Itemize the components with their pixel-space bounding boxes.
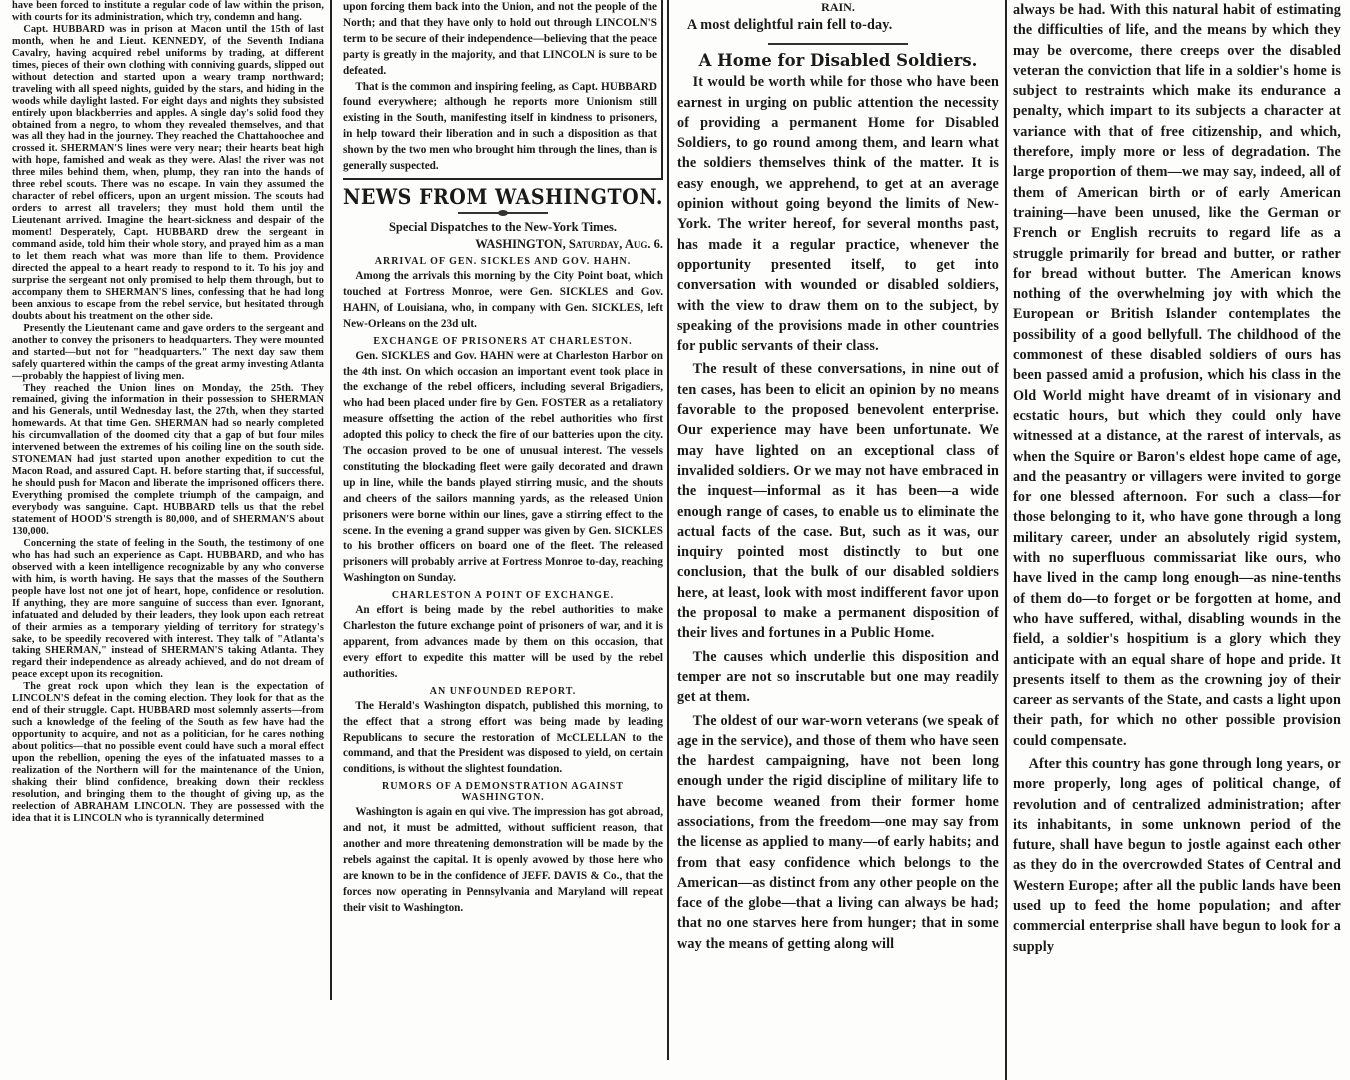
paragraph: always be had. With this natural habit of estimating the difficulties of life, and the means by which they may be overcome, there creeps over the disabled veteran the conviction that life in a soldier's home is subject to restraints which make its endurance a penalty, which impart to its subjects a character at variance with that of free citizenship, and which, therefore, imply more or less of degradation. The large proportion of them—we may say, indeed, all of them of American birth or of early American training—have been unused, like the German or French or English recruits to regard life as a struggle primarily for bread and butter, or rather for bread without butter. The American knows nothing of the overwhelming joy with which the European or British Islander contemplates the possibility of a good bellyfull. The childhood of the commonest of these disabled soldiers of ours has been passed amid a profusion, which his class in the Old World might have dreamt of in visionary and ecstatic hours, but which they could only have witnessed at a distance, at the rarest of intervals, as when the Squire or Baron's eldest hope came of age, and the peasantry or villagers were invited to gorge for one blessed afternoon. For such a class—for those belonging to it, who have gone through a long military career, under an absolutely rigid system, with no superfluous commissariat like ours, who have lived in the camp long enough—as nine-tenths of them do—to forget or be forgotten at home, and who have suffered, withal, disabling wounds in the field, a soldier's hospitium is a glory which they anticipate with an equal share of hope and pride. It presents itself to them as the crowning joy of their career as servants of the State, and casts a light upon their path, for which no other possible provision could compensate. [1013,2,1341,749]
paragraph: The Herald's Washington dispatch, published this morning, to the effect that a strong effort was being made by leading Republicans to secure the restoration of McCLELLAN to the command, and that the President was disposed to yield, on certain conditions, is without the slightest foundation. [343,699,663,776]
paragraph: A most delightful rain fell to-day. [687,17,893,33]
paragraph: Washington is again en qui vive. The impression has got abroad, and not, it must be admitted, without sufficient reason, that another and more threatening demonstration will be made by the rebels against the capital. It is openly avowed by those here who are known to be in the confidence of JEFF. DAVIS & Co., that the forces now operating in Pennsylvania and Maryland will repeat their visit to Washington. [343,806,663,914]
ornament-divider [458,212,548,214]
column-3 [677,0,999,1080]
column-2 [343,0,663,1050]
article-title: A Home for Disabled Soldiers. [698,51,978,71]
paragraph: upon forcing them back into the Union, and not the people of the North; and that they have only to hold out through LINCOLN'S term to be secure of their independence—believing that the peace party is greatly in the majority, and that LINCOLN is sure to be defeated. [343,1,657,77]
paragraph: The great rock upon which they lean is the expectation of LINCOLN'S defeat in the coming election. They look for that as the end of their struggle. Capt. HUBBARD most solemnly asserts—from such a knowledge of the feeling of the South as few have had the opportunity to acquire, and not as a politician, for he cares nothing about politics—that no possible event could have such a moral effect upon the rebellion, opening the eyes of the infatuated masses to a realization of the Northern will for the maintenance of the Union, shaking their blind confidence, breaking down their reckless resolution, and bringing them to the thought of giving up, as the reelection of ABRAHAM LINCOLN. They are possessed with the idea that it is LINCOLN who is tyrannically determined [12,681,324,824]
column-rule [1005,0,1007,1080]
divider [768,43,908,45]
subhead: Special Dispatches to the New-York Times. [388,219,617,234]
paragraph: An effort is being made by the rebel authorities to make Charleston the future exchange point of prisoners of war, and it is apparent, from advances made by them on this occasion, that every effort to expedite this matter will be used by the rebel authorities. [343,604,663,680]
section-heading: EXCHANGE OF PRISONERS AT CHARLESTON. [373,335,633,347]
paragraph: Presently the Lieutenant came and gave orders to the sergeant and another to convey the prisoners to headquarters. They were mounted and started—but not for "headquarters." The next day saw them safely quartered within the camps of the great army investing Atlanta—probably the happiest of living men. [12,322,324,382]
paragraph: It would be worth while for those who have been earnest in urging on public attention the necessity of providing a permanent Home for Disabled Soldiers, to go round among them, and learn what the soldiers themselves think of the matter. It is easy enough, we apprehend, to get at an average opinion without going beyond the limits of New-York. The writer hereof, for several months past, has made it a regular practice, whenever the opportunity presented itself, to get into conversation with wounded or disabled soldiers, with the view to draw them on to the subject, by speaking of the provisions made in other countries for public servants of their class. [677,74,999,355]
paragraph: have been forced to institute a regular code of law within the prison, with courts for its administration, which try, condemn and hang. [12,0,324,23]
column-1 [12,0,324,1060]
paragraph: The causes which underlie this disposition and temper are not so inscrutable but one may readily get at them. [677,648,999,706]
section-heading: ARRIVAL OF GEN. SICKLES AND GOV. HAHN. [374,255,632,267]
paragraph: The result of these conversations, in nine out of ten cases, has been to elicit an opinion by no means favorable to the proposed benevolent enterprise. Our experience may have been unfortunate. We may have lighted on an exceptional class of invalided soldiers. Or we may not have embraced in the inquest—informal as it has been—a wide enough range of cases, to enable us to eliminate the actual facts of the case. But, such as it was, our inquiry pointed most distinctly to but one conclusion, that the bulk of our disabled soldiers here, at least, look with most indifferent favor upon the proposal to make a permanent disposition of their lives and fortunes in a Public Home. [677,361,999,642]
paragraph: That is the common and inspiring feeling, as Capt. HUBBARD found everywhere; although he reports more Unionism still existing in the South, manifesting itself in kindness to prisoners, in help toward their liberation and in such a disposition as that shown by the two men who brought him through the lines, than is generally suspected. [343,80,657,173]
continued-article-box [343,0,663,180]
paragraph: Gen. SICKLES and Gov. HAHN were at Charleston Harbor on the 4th inst. On which occasion an important event took place in the exchange of the rebel officers, including several Brigadiers, who had been placed under fire by Gen. FOSTER as a retaliatory measure offsetting the action of the rebel authorities who first adopted this policy to check the fire of our batteries upon the city. The occasion proved to be one of unusual interest. The vessels constituting the blockading fleet were gaily decorated and drawn up in line, while the bands played stirring music, and the shouts and cheers of the sailors manning yards, as the released Union prisoners were borne within our lines, gave a stirring effect to the scene. In the evening a grand supper was given by Gen. SICKLES to his brother officers on board one of the fleet. The released prisoners will probably arrive at Fortress Monroe to-day, reaching Washington on Sunday. [343,349,663,585]
paragraph: Capt. HUBBARD was in prison at Macon until the 15th of last month, when he and Lieut. KENNEDY, of the Seventh Indiana Cavalry, having acquired rebel uniforms by trading, at different times, pieces of their own clothing with conniving guards, slipped out without detection and started upon a weary tramp northward; traveling with all speed nights, guided by the stars, and hiding in the woods while daylight lasted. For eight days and nights they subsisted entirely upon blackberries and apples. A single day's solid food they obtained from a negro, to whom they revealed themselves, and that was all they had in the journey. They reached the Chattahoochee and crossed it. SHERMAN'S lines were very near; their hearts beat high with hope, famished and weak as they were. Alas! the river was not three miles behind them, when, plump, they ran into the hands of three rebel scouts. There was no escape. In vain they assumed the character of rebel officers, upon an urgent mission. The scouts had orders to arrest all travelers; they must hold them until the Lieutenant arrived. Imagine the heart-sickness and despair of the moment! Desperately, Capt. HUBBARD drew the sergeant in command aside, told him their whole story, and prayed him as a man to let them reach what was more than life to them. Providence directed the appeal to a heart ready to respond to it. To his joy and surprise the sergeant not only promised to help them through, but to accompany them to SHERMAN'S lines, confessing that he had long been anxious to escape from the rebel service, but hesitated through doubts about his treatment on the other side. [12,23,324,322]
section-heading: RUMORS OF A DEMONSTRATION AGAINST WASHINGTON. [382,781,624,804]
headline: NEWS FROM WASHINGTON. [343,184,663,210]
column-4 [1013,0,1341,1080]
paragraph: The oldest of our war-worn veterans (we speak of age in the service), and those of them who have seen the hardest campaigning, have not been long enough under the rigid discipline of military life to have become weaned from their former home associations, from the freedom—one may say from the license as applied to many—of early habits; and from that easy confidence which belongs to the American—as distinct from any other people on the face of the globe—that a living can always be had; that no one starves here from hunger; that in some way the means of getting along will [677,712,999,952]
paragraph: They reached the Union lines on Monday, the 25th. They remained, giving the information in their possession to SHERMAN and his Generals, until Wednesday last, the 27th, when they started homewards. At that time Gen. SHERMAN had so nearly completed his circumvallation of the doomed city that a gap of but four miles intervened between the extremes of his coiling line on the south side. STONEMAN had just started upon another expedition to cut the Macon Road, and assured Capt. H. before starting that, if successful, he should push for Macon and liberate the imprisoned officers there. Everything promised the complete triumph of the campaign, and everybody was sanguine. Capt. HUBBARD tells us that the rebel statement of HOOD'S strength is 80,000, and of SHERMAN'S about 130,000. [12,382,324,537]
section-heading: CHARLESTON A POINT OF EXCHANGE. [391,590,615,602]
column-rule [330,0,332,1000]
paragraph: Among the arrivals this morning by the City Point boat, which touched at Fortress Monroe, were Gen. SICKLES and Gov. HAHN, of Louisiana, who, in company with Gen. SICKLES, left New-Orleans on the 23d ult. [343,269,663,330]
section-heading: AN UNFOUNDED REPORT. [429,685,577,697]
dateline: WASHINGTON, Saturday, Aug. 6. [475,236,663,251]
paragraph: After this country has gone through long years, or more properly, long ages of political change, of revolution and of centralized administration; after its inhabitants, in some unknown period of the future, shall have begun to jostle against each other as they do in the overcrowded States of Central and Western Europe; after all the public lands have been used up to feed the home population; and after commercial enterprise shall have begun to look for a supply [1013,755,1341,955]
section-heading: RAIN. [821,0,855,14]
paragraph: Concerning the state of feeling in the South, the testimony of one who has had such an experience as Capt. HUBBARD, and who has observed with a keen intelligence recognizable by any who converse with him, is worth having. He says that the masses of the Southern people have lost not one jot of heart, hope, confidence or resolution. If anything, they are more sanguine of success than ever. Ignorant, infatuated and deluded by their leaders, they look upon each retreat of their armies as a temporary yielding of territory for strategy's sake, to be speedily recovered with interest. They talk of "Atlanta's taking SHERMAN," instead of SHERMAN'S taking Atlanta. They regard their independence as already achieved, and do not dream of peace except upon its recognition. [12,537,324,681]
column-rule [667,0,669,1060]
